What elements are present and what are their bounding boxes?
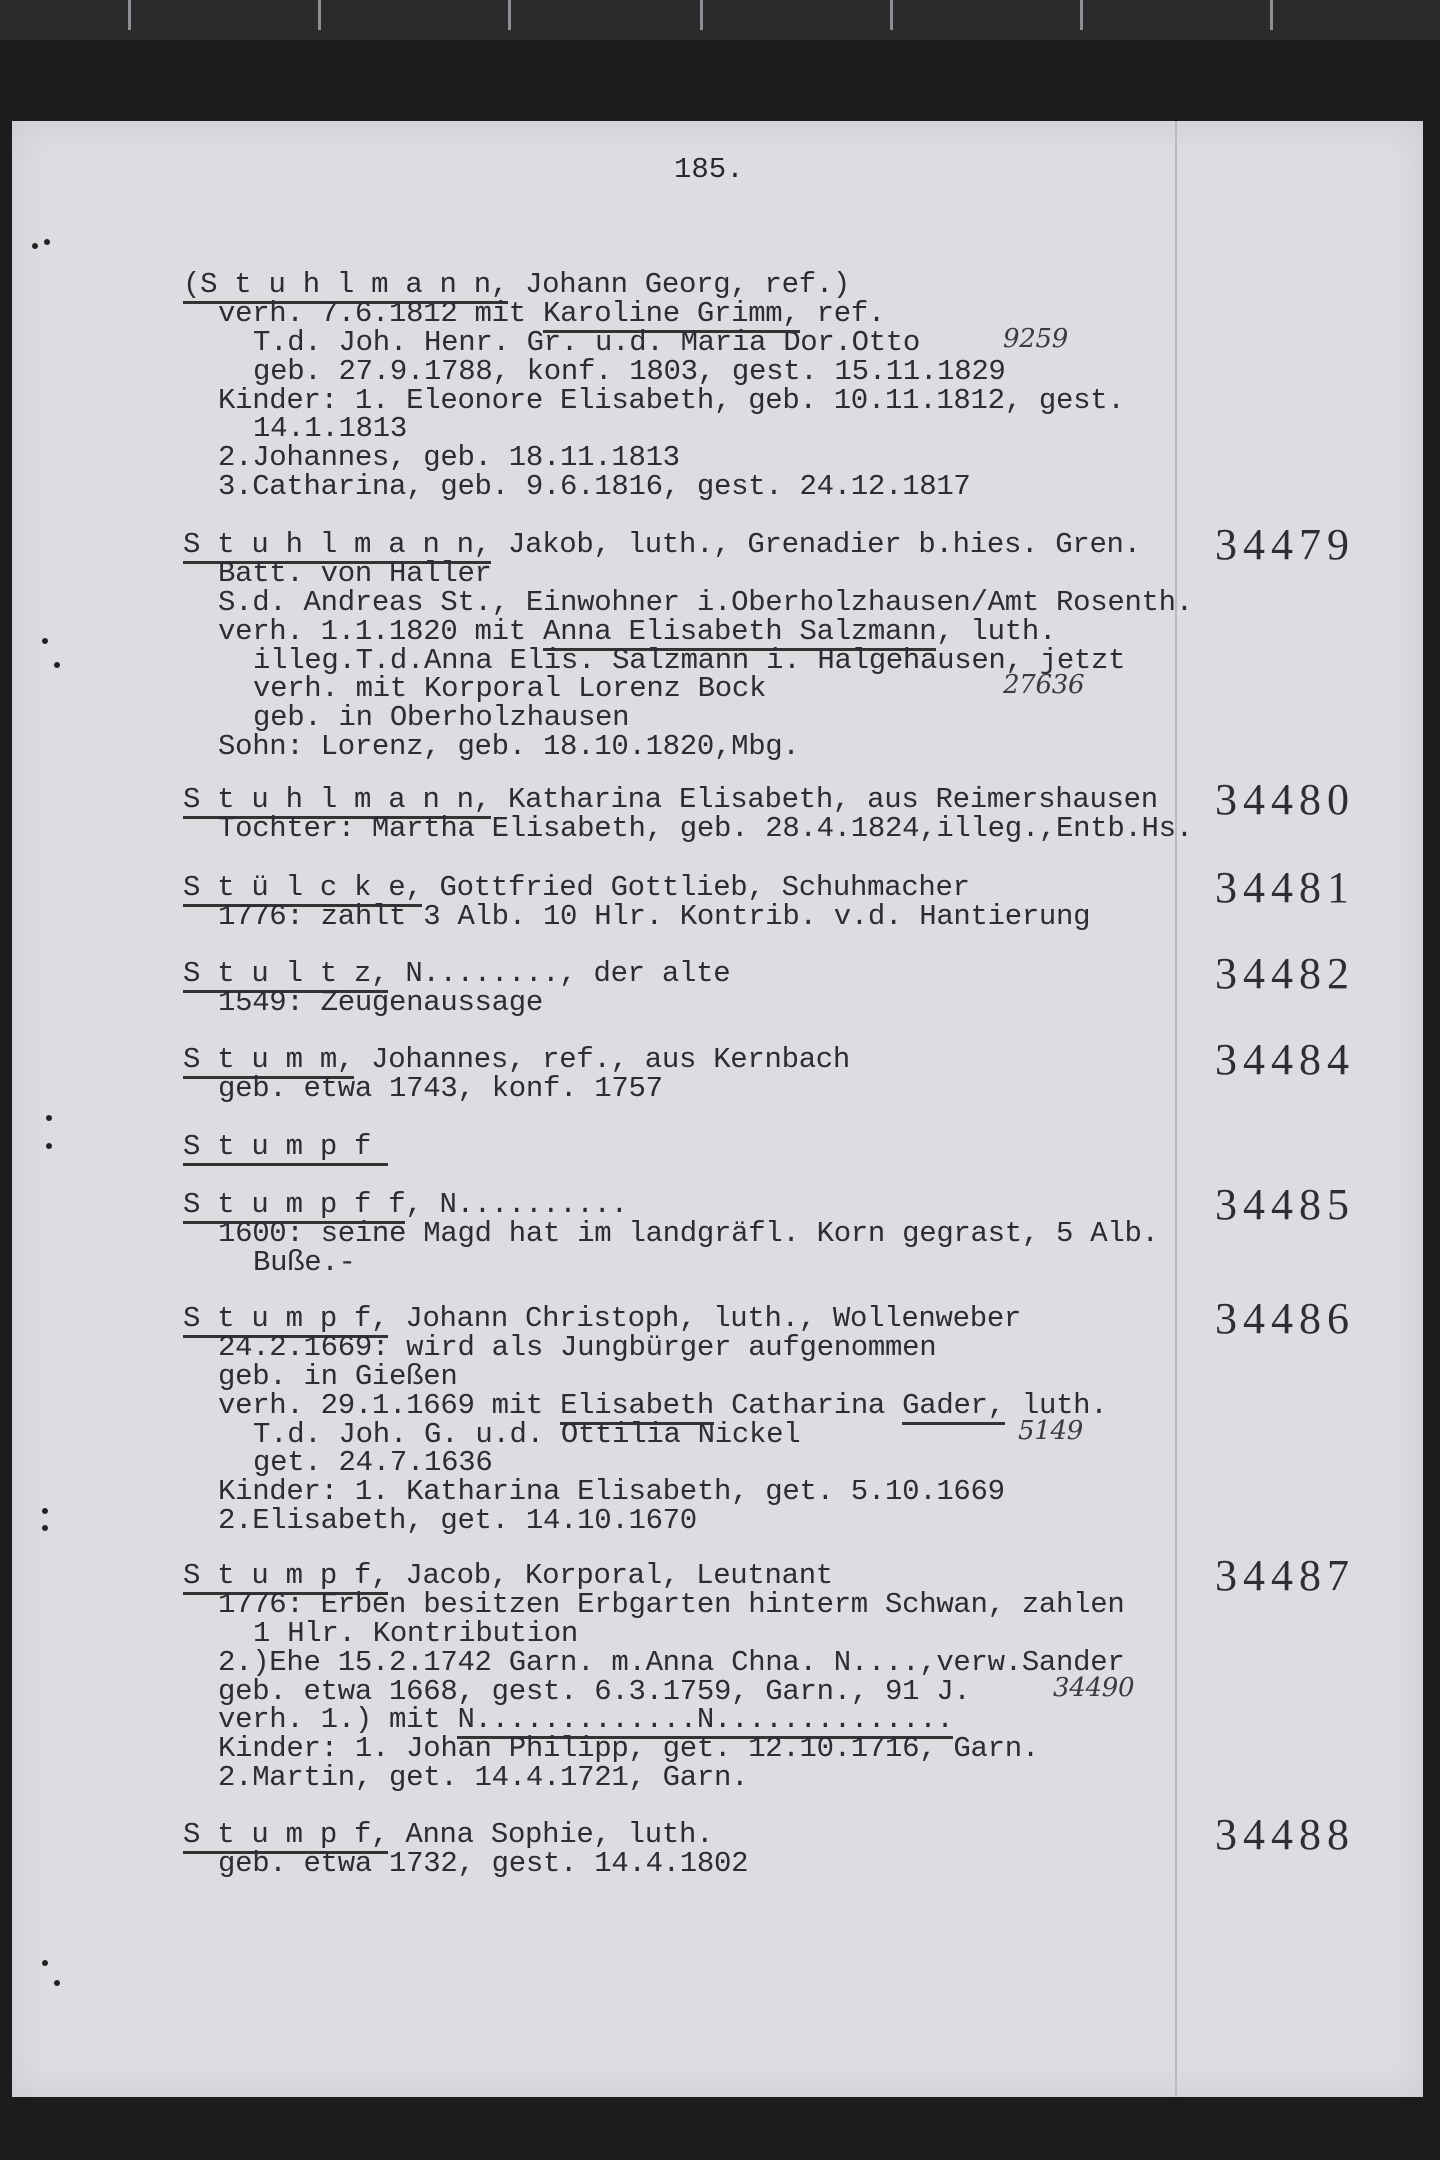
- text-segment: , luth.: [936, 614, 1057, 648]
- text-segment: geb. etwa 1668, gest. 6.3.1759, Garn., 91 J.: [218, 1674, 971, 1708]
- entry-heading: [183, 1559, 1124, 1592]
- entry-line: [183, 1071, 850, 1105]
- punch-hole: [46, 1115, 52, 1121]
- text-segment: N........, der alte: [388, 957, 731, 990]
- register-entry: [183, 1302, 1108, 1538]
- entry-heading: [183, 1302, 1107, 1335]
- punch-hole: [42, 1525, 48, 1531]
- underlined-name: S t u h l m a n n,: [183, 528, 491, 564]
- entry-heading: [183, 1818, 748, 1851]
- entry-heading: [183, 957, 731, 990]
- entry-line: [183, 1732, 1124, 1766]
- text-segment: Batt. von Haller: [218, 556, 492, 590]
- register-entry: [183, 1043, 851, 1105]
- punch-hole: [42, 638, 48, 644]
- underlined-name: S t u m m,: [183, 1043, 354, 1079]
- text-segment: Johann Georg, ref.): [507, 268, 851, 301]
- stamped-entry-number: 34482: [1215, 949, 1355, 998]
- entry-line: [183, 1672, 1135, 1708]
- underlined-name: S t u m p f: [183, 1130, 388, 1166]
- entry-heading: [183, 268, 1124, 301]
- entry-line: [183, 1587, 1125, 1621]
- entry-line: [183, 1330, 1107, 1364]
- text-segment: S.d. Andreas St., Einwohner i.Oberholzhausen/Amt Rosenth.: [218, 585, 1193, 619]
- text-segment: 1776: zahlt 3 Alb. 10 Hlr. Kontrib. v.d. Hantierung: [218, 899, 1091, 933]
- entry-heading: [183, 528, 1193, 561]
- entry-line: [183, 585, 1193, 619]
- page-number: 185.: [674, 153, 744, 186]
- underlined-name: (S t u h l m a n n,: [183, 268, 508, 304]
- register-entry: [183, 528, 1193, 764]
- text-segment: 1549: Zeugenaussage: [218, 985, 543, 1019]
- register-entry: [183, 871, 1091, 933]
- stamped-entry-number: 34480: [1215, 775, 1355, 824]
- underlined-name: S t ü l c k e,: [183, 871, 422, 907]
- entry-line: [183, 730, 1193, 764]
- underlined-name: Anna Elisabeth Salzmann: [543, 615, 936, 651]
- underlined-name: Elisabeth: [560, 1389, 714, 1425]
- text-segment: Sohn: Lorenz, geb. 18.10.1820,Mbg.: [218, 730, 800, 764]
- punch-hole: [32, 243, 38, 249]
- entry-line: [183, 899, 1091, 933]
- text-segment: 3.Catharina, geb. 9.6.1816, gest. 24.12.1817: [218, 470, 971, 504]
- register-entry: [183, 957, 731, 1019]
- text-segment: 1 Hlr. Kontribution: [253, 1616, 578, 1650]
- text-segment: geb. in Gießen: [218, 1359, 458, 1393]
- handwritten-reference-number: 34490: [1053, 1672, 1135, 1703]
- entry-line: [183, 614, 1193, 648]
- text-segment: 1600: seine Magd hat im landgräfl. Korn gegrast, 5 Alb.: [218, 1216, 1159, 1250]
- text-segment: Tochter: Martha Elisabeth, geb. 28.4.1824,illeg.,Entb.Hs.: [218, 811, 1193, 845]
- document-page: [12, 121, 1423, 2097]
- text-segment: verh. 29.1.1669 mit: [218, 1388, 561, 1422]
- handwritten-reference-number: 5149: [1018, 1415, 1083, 1446]
- text-segment: Jakob, luth., Grenadier b.hies. Gren.: [490, 528, 1141, 561]
- stamped-entry-number: 34485: [1215, 1180, 1355, 1229]
- entry-line: [183, 985, 730, 1019]
- text-segment: geb. etwa 1732, gest. 14.4.1802: [218, 1846, 749, 1880]
- text-segment: get. 24.7.1636: [253, 1446, 493, 1480]
- entry-line: [183, 1446, 1107, 1480]
- text-segment: verh. 1.1.1820 mit: [218, 614, 543, 648]
- register-entry: [183, 1818, 749, 1880]
- register-entry: [183, 1130, 389, 1163]
- underlined-name: S t u m p f,: [183, 1302, 388, 1338]
- text-segment: Katharina Elisabeth, aus Reimershausen: [490, 783, 1158, 816]
- handwritten-reference-number: 27636: [1003, 670, 1085, 701]
- entry-heading: [183, 871, 1090, 904]
- entry-line: [183, 556, 1193, 590]
- text-segment: verh. 7.6.1812 mit: [218, 296, 543, 330]
- text-segment: Kinder: 1. Katharina Elisabeth, get. 5.10.1669: [218, 1475, 1005, 1509]
- text-segment: ref.: [799, 296, 886, 330]
- entry-line: [183, 1504, 1107, 1538]
- punch-hole: [42, 1508, 48, 1514]
- entry-line: [183, 1359, 1107, 1393]
- text-segment: Anna Sophie, luth.: [388, 1818, 714, 1851]
- stamped-entry-number: 34486: [1215, 1294, 1355, 1343]
- text-segment: T.d. Joh. G. u.d. Ottilia Nickel: [253, 1417, 801, 1451]
- underlined-name: N.............N..............: [457, 1703, 953, 1739]
- text-segment: Catharina: [714, 1388, 903, 1422]
- text-segment: 2.)Ehe 15.2.1742 Garn. m.Anna Chna. N....,verw.Sander: [218, 1645, 1125, 1679]
- entry-line: [183, 1703, 1124, 1737]
- underlined-name: S t u l t z,: [183, 957, 388, 993]
- entry-line: [183, 1475, 1107, 1509]
- text-segment: geb. in Oberholzhausen: [253, 701, 630, 735]
- entry-heading: [183, 783, 1193, 816]
- entry-line: [183, 1846, 749, 1880]
- entry-line: [183, 811, 1193, 845]
- register-entry: [183, 268, 1125, 504]
- underlined-name: S t u h l m a n n,: [183, 783, 491, 819]
- entry-line: [183, 470, 1124, 504]
- text-segment: verh. mit Korporal Lorenz Bock: [253, 672, 767, 706]
- text-segment: Johannes, ref., aus Kernbach: [354, 1043, 851, 1076]
- stamped-entry-number: 34488: [1215, 1810, 1355, 1859]
- entry-line: [183, 670, 1193, 706]
- entry-line: [183, 1645, 1125, 1679]
- text-segment: geb. etwa 1743, konf. 1757: [218, 1071, 663, 1105]
- text-segment: luth.: [1004, 1388, 1108, 1422]
- stamped-entry-number: 34484: [1215, 1035, 1355, 1084]
- text-segment: geb. 27.9.1788, konf. 1803, gest. 15.11.1829: [253, 354, 1006, 388]
- text-segment: illeg.T.d.Anna Elis. Salzmann i. Halgehausen, jetzt: [253, 643, 1126, 677]
- handwritten-reference-number: 9259: [1003, 323, 1068, 354]
- entry-line: [183, 1216, 1159, 1250]
- entry-line: [183, 1761, 1124, 1795]
- text-segment: 2.Elisabeth, get. 14.10.1670: [218, 1504, 697, 1538]
- entry-heading: [183, 1043, 851, 1076]
- entry-line: [183, 1245, 1159, 1279]
- text-segment: Jacob, Korporal, Leutnant: [388, 1559, 833, 1592]
- text-segment: Buße.-: [253, 1245, 356, 1279]
- entry-line: [183, 1415, 1107, 1451]
- stamped-entry-number: 34481: [1215, 863, 1355, 912]
- punch-hole: [44, 239, 50, 245]
- register-entry: [183, 783, 1193, 845]
- stamped-entry-number: 34479: [1215, 520, 1355, 569]
- punch-hole: [46, 1143, 52, 1149]
- register-entry: [183, 1188, 1159, 1279]
- scanner-binding-strip: [0, 0, 1440, 40]
- entry-line: [183, 1616, 1124, 1650]
- entry-heading: [183, 1188, 1159, 1221]
- entry-line: [183, 441, 1124, 475]
- punch-hole: [54, 662, 60, 668]
- entry-line: [183, 383, 1125, 417]
- entry-line: [183, 412, 1124, 446]
- underlined-name: Karoline Grimm,: [543, 297, 800, 333]
- entry-line: [183, 354, 1124, 388]
- text-segment: 2.Johannes, geb. 18.11.1813: [218, 441, 680, 475]
- underlined-name: S t u m p f,: [183, 1818, 388, 1854]
- text-segment: Gottfried Gottlieb, Schuhmacher: [422, 871, 970, 904]
- text-segment: 1776: Erben besitzen Erbgarten hinterm Schwan, zahlen: [218, 1587, 1125, 1621]
- underlined-name: S t u m p f f: [183, 1188, 405, 1224]
- text-segment: Kinder: 1. Johan Philipp, get. 12.10.1716, Garn.: [218, 1732, 1039, 1766]
- entry-line: [183, 323, 1124, 359]
- punch-hole: [42, 1960, 48, 1966]
- entry-line: [183, 701, 1193, 735]
- text-segment: verh. 1.) mit: [218, 1703, 458, 1737]
- underlined-name: Gader,: [902, 1389, 1005, 1425]
- punch-hole: [54, 1980, 60, 1986]
- text-segment: 24.2.1669: wird als Jungbürger aufgenommen: [218, 1330, 937, 1364]
- entry-heading: [183, 1130, 389, 1163]
- text-segment: Johann Christoph, luth., Wollenweber: [388, 1302, 1022, 1335]
- underlined-name: S t u m p f,: [183, 1559, 388, 1595]
- stamped-entry-number: 34487: [1215, 1551, 1355, 1600]
- entry-line: [183, 296, 1124, 330]
- register-entry: [183, 1559, 1135, 1795]
- text-segment: T.d. Joh. Henr. Gr. u.d. Maria Dor.Otto: [253, 325, 921, 359]
- text-segment: , N..........: [405, 1188, 628, 1221]
- entry-line: [183, 1388, 1108, 1422]
- text-segment: 14.1.1813: [253, 412, 407, 446]
- text-segment: Kinder: 1. Eleonore Elisabeth, geb. 10.11.1812, gest.: [218, 383, 1125, 417]
- text-segment: 2.Martin, get. 14.4.1721, Garn.: [218, 1761, 749, 1795]
- column-divider: [1175, 121, 1177, 2097]
